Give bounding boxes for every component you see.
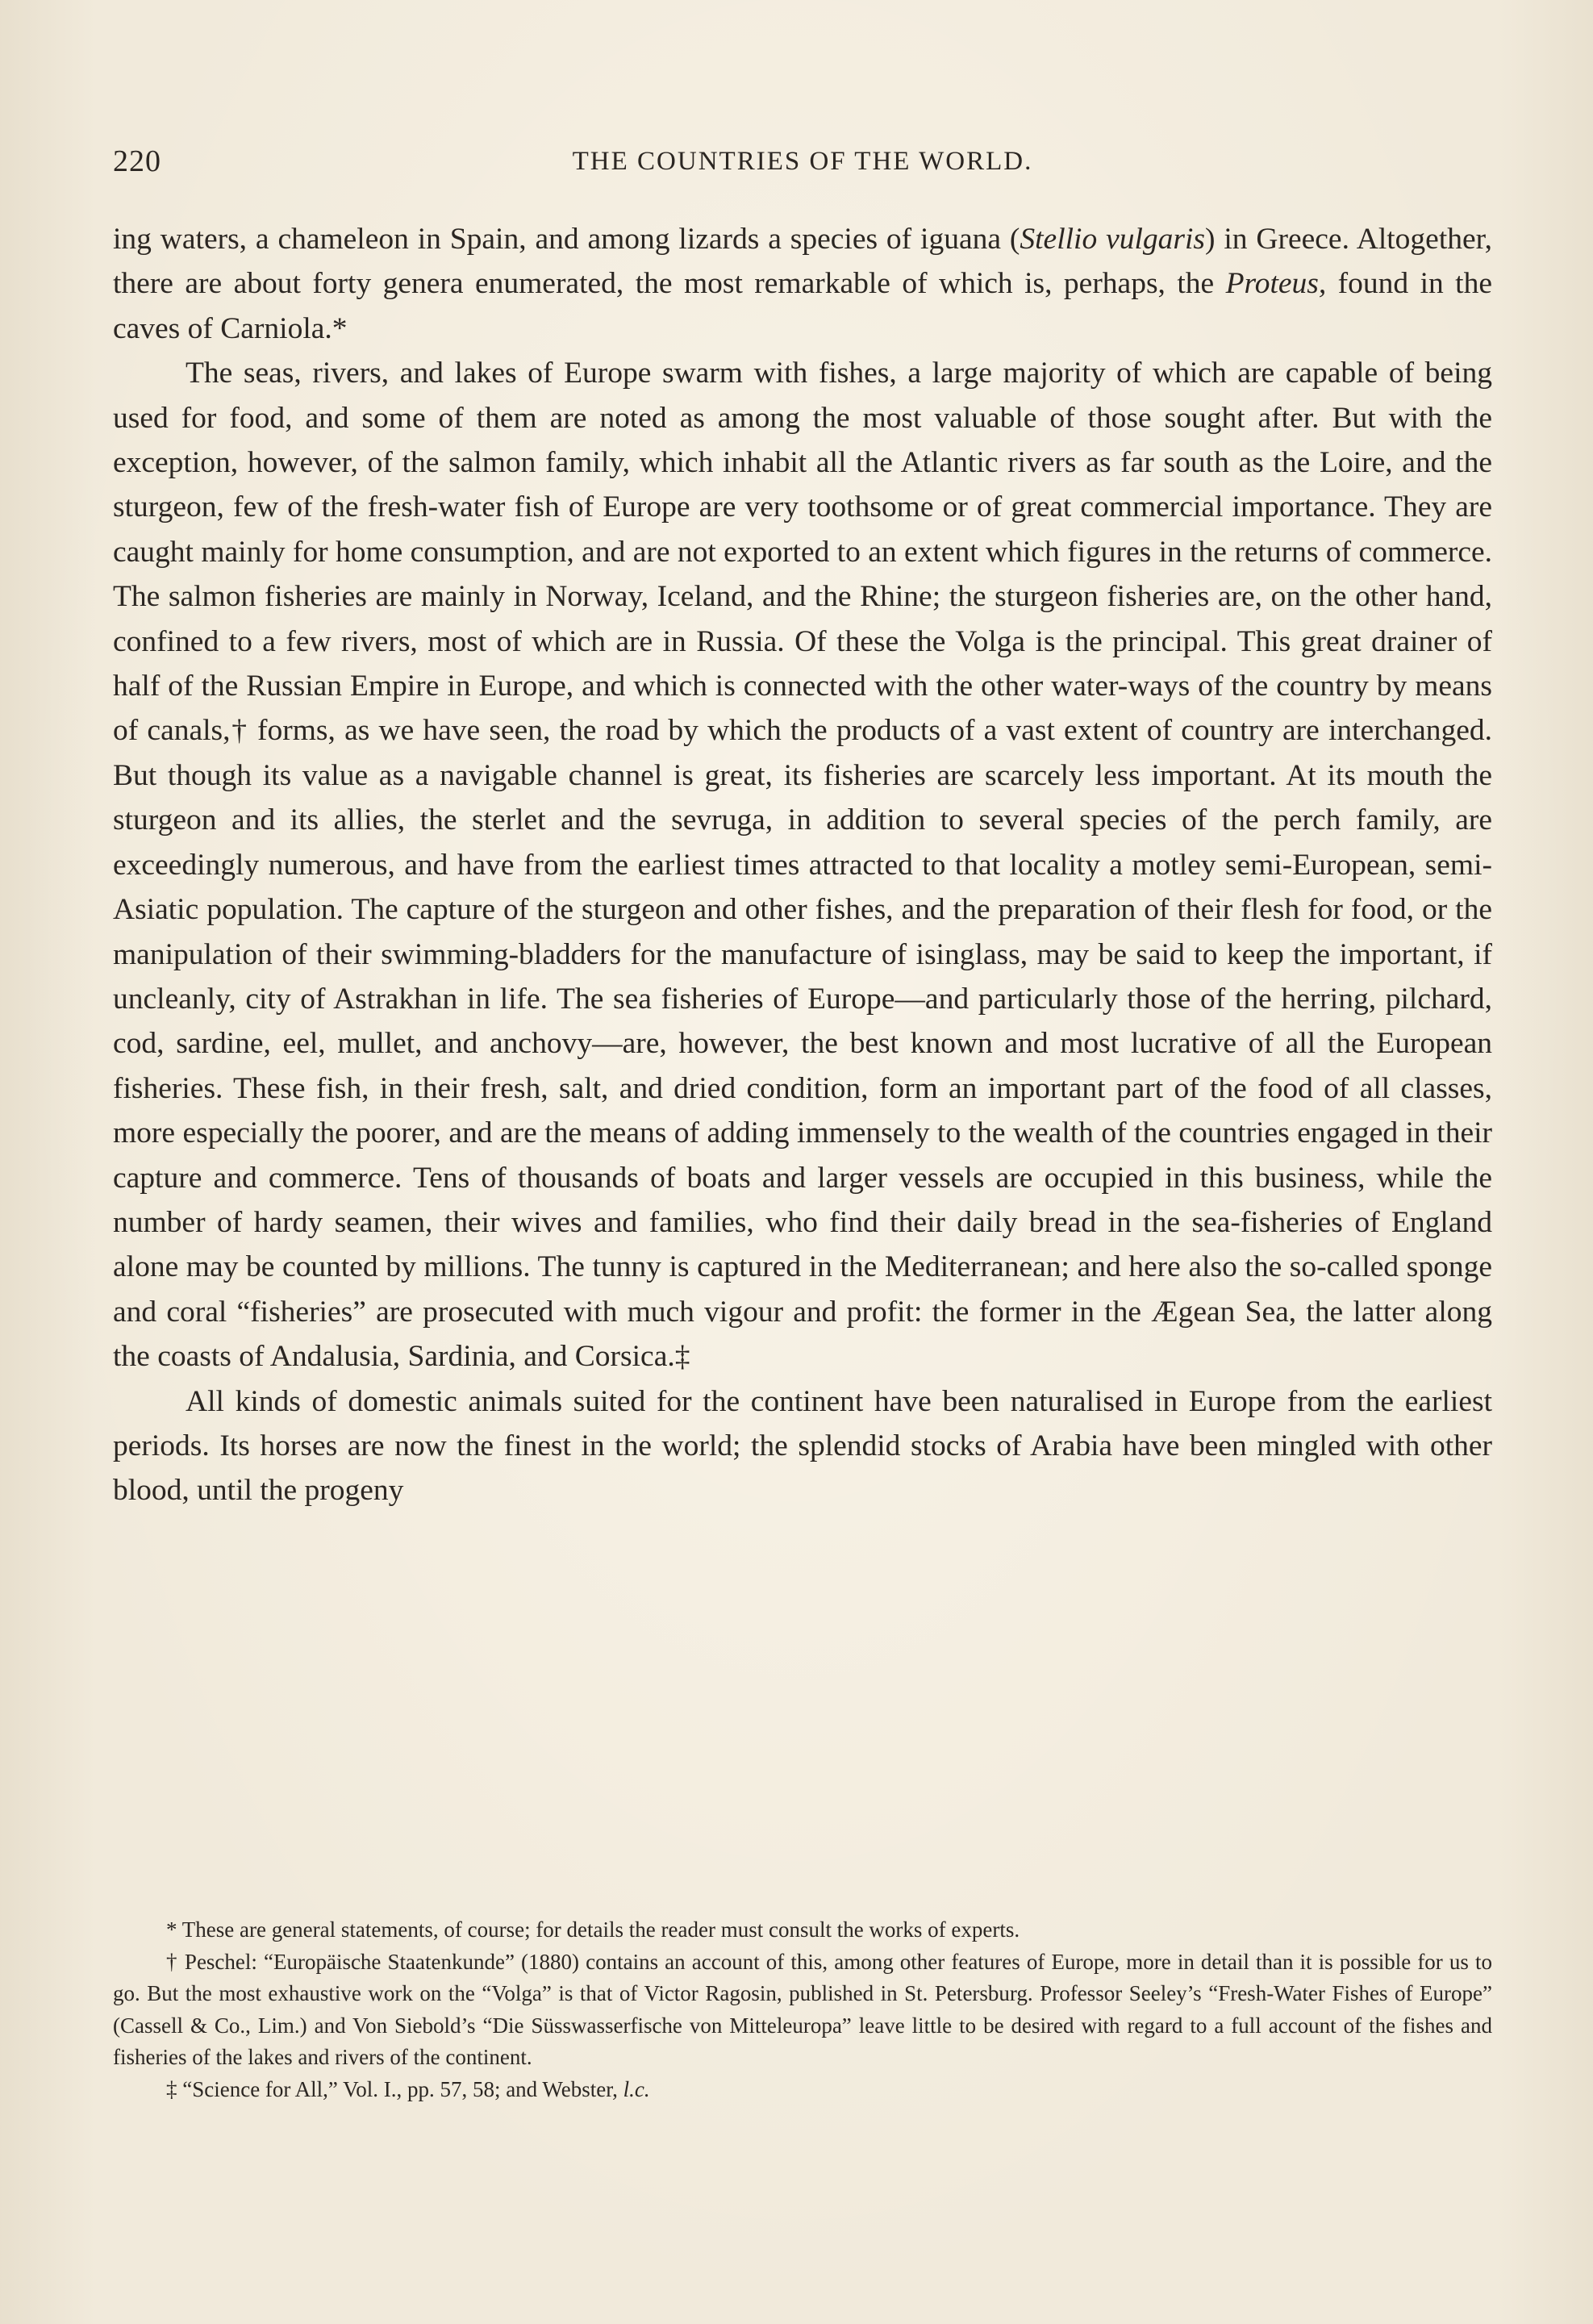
paragraph-continued <box>113 217 1492 351</box>
body-text <box>113 217 1492 1513</box>
text-run: ) in Greece. Altogether, there are about forty genera enumerated, the most remarkable of which is, perhaps, the <box>113 223 1492 301</box>
text-run: found in the caves of Carniola.* <box>113 267 1492 345</box>
page-header <box>113 139 1492 184</box>
italic-abbrev: l.c. <box>623 2076 650 2101</box>
footnote-3 <box>113 2074 1492 2106</box>
footnotes <box>113 1914 1492 2105</box>
italic-term: Proteus, <box>1225 267 1327 301</box>
paragraph-domestic-animals: All kinds of domestic animals suited for the continent have been naturalised in Europe from the earliest periods. Its horses are now the finest in the world; the splendid stocks of Arabia have been mingled with other blood, until the progeny <box>113 1384 1492 1508</box>
text-run: ‡ “Science for All,” Vol. I., pp. 57, 58; and Webster, <box>166 2076 623 2101</box>
running-head: THE COUNTRIES OF THE WORLD. <box>572 147 1033 176</box>
page-number: 220 <box>113 144 161 178</box>
paragraph-fisheries: The seas, rivers, and lakes of Europe swarm with fishes, a large majority of which are capable of being used for food, and some of them are noted as among the most valuable of those sought after. But with the exception, however, of the salmon family, which inhabit all the Atlantic rivers as far south as the Loire, and the sturgeon, few of the fresh-water fish of Europe are very toothsome or of great commercial importance. They are caught mainly for home consumption, and are not exported to an extent which figures in the returns of commerce. The salmon fisheries are mainly in Norway, Iceland, and the Rhine; the sturgeon fisheries are, on the other hand, confined to a few rivers, most of which are in Russia. Of these the Volga is the principal. This great drainer of half of the Russian Empire in Europe, and which is connected with the other water-ways of the country by means of canals,† forms, as we have seen, the road by which the products of a vast extent of country are interchanged. But though its value as a navigable channel is great, its fisheries are scarcely less important. At its mouth the sturgeon and its allies, the sterlet and the sevruga, in addition to several species of the perch family, are exceedingly numerous, and have from the earliest times attracted to that locality a motley semi-European, semi-Asiatic population. The capture of the sturgeon and other fishes, and the preparation of their flesh for food, or the manipulation of their swimming-bladders for the manufacture of isinglass, may be said to keep the important, if uncleanly, city of Astrakhan in life. The sea fisheries of Europe—and particularly those of the herring, pilchard, cod, sardine, eel, mullet, and anchovy—are, however, the best known and most lucrative of all the European fisheries. These fish, in their fresh, salt, and dried condition, form an important part of the food of all classes, more especially the poorer, and are the means of adding immensely to the wealth of the countries engaged in their capture and commerce. Tens of thousands of boats and larger vessels are occupied in this business, while the number of hardy seamen, their wives and families, who find their daily bread in the sea-fisheries of England alone may be counted by millions. The tunny is captured in the Mediterranean; and here also the so-called sponge and coral “fisheries” are prosecuted with much vigour and profit: the former in the Ægean Sea, the latter along the coasts of Andalusia, Sardinia, and Corsica.‡ <box>113 357 1492 1374</box>
text-run: ing waters, a chameleon in Spain, and among lizards a species of iguana ( <box>113 223 1020 256</box>
footnote-2: † Peschel: “Europäische Staatenkunde” (1880) contains an account of this, among other features of Europe, more in detail than it is possible for us to go. But the most exhaustive work on the “Volga” is that of Victor Ragosin, published in St. Petersburg. Professor Seeley’s “Fresh-Water Fishes of Europe” (Cassell & Co., Lim.) and Von Siebold’s “Die Süsswasserfische von Mitteleuropa” leave little to be desired with regard to a full account of the fishes and fisheries of the lakes and rivers of the continent. <box>113 1949 1492 2069</box>
footnote-1: * These are general statements, of course; for details the reader must consult the works of experts. <box>166 1917 1020 1942</box>
italic-term: Stellio vulgaris <box>1020 223 1206 256</box>
